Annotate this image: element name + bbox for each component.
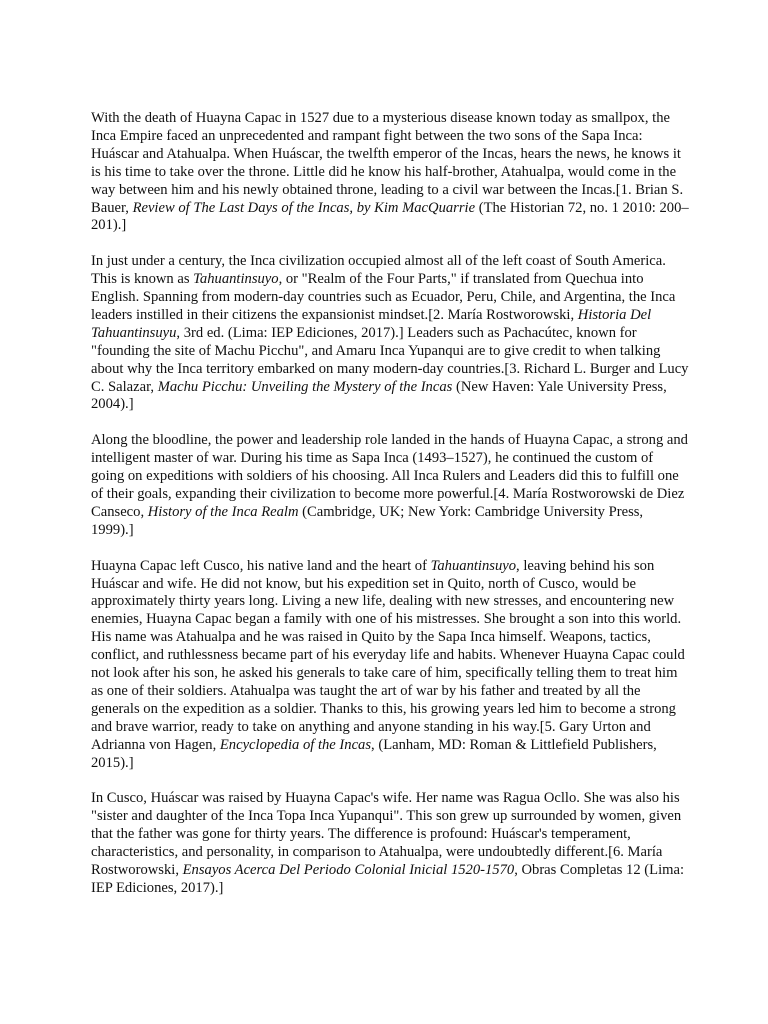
paragraph-3	[91, 432, 689, 539]
paragraph-text: (New Haven: Yale University Press, 2004).]	[91, 378, 667, 413]
paragraph-4	[91, 558, 689, 773]
paragraph-2	[91, 253, 689, 414]
paragraph-text: , Obras Completas 12 (Lima: IEP Ediciones, 2017).]	[91, 862, 685, 896]
paragraph-text: Huayna Capac left Cusco, his native land and the heart of	[91, 557, 431, 574]
italic-term: Tahuantinsuyo	[193, 271, 279, 288]
citation-title: Encyclopedia of the Incas	[219, 736, 372, 753]
paragraph-text: With the death of Huayna Capac in 1527 due to a mysterious disease known today as smallpox, the Inca Empire faced an unprecedented and rampant fight between the two sons of the Sapa Inca: Huáscar and Atahualpa. When Huáscar, the twelfth emperor of the Incas, hears the news, he knows it is his time to take over the throne. Little did he know his half-brother, Atahualpa, would come in the way between him and his newly obtained throne, leading to a civil war between the Incas.[1. Brian S. Bauer,	[91, 110, 684, 216]
citation-title: Review of The Last Days of the Incas, by Kim MacQuarrie	[132, 199, 476, 216]
paragraph-text: , 3rd ed. (Lima: IEP Ediciones, 2017).] Leaders such as Pachacútec, known for "founding the site of Machu Picchu", and Amaru Inca Yupanqui are to give credit to when talking about why the Inca territory embarked on many modern-day countries.[3. Richard L. Burger and Lucy C. Salazar,	[91, 324, 689, 395]
paragraph-text: , or "Realm of the Four Parts," if translated from Quechua into English. Spanning from modern-day countries such as Ecuador, Peru, Chile, and Argentina, the Inca leaders instilled in their citizens the expansionist mindset.[2. María Rostworowski,	[91, 271, 676, 323]
paragraph-text: , (Lanham, MD: Roman & Littlefield Publishers, 2015).]	[91, 736, 657, 771]
paragraph-text: , leaving behind his son Huáscar and wife. He did not know, but his expedition set in Quito, north of Cusco, would be approximately thirty years long. Living a new life, dealing with new stresses, and encountering new enemies, Huayna Capac began a family with one of his mistresses. She brought a son into this world. His name was Atahualpa and he was raised in Quito by the Sapa Inca himself. Weapons, tactics, conflict, and ruthlessness became part of his everyday life and habits. Whenever Huayna Capac could not look after his son, he asked his generals to take care of him, specifically telling them to treat him as one of their soldiers. Atahualpa was taught the art of war by his father and treated by all the generals on the expedition as a soldier. Thanks to this, his growing years led him to become a strong and brave warrior, ready to take on anything and anyone standing in his way.[5. Gary Urton and Adrianna von Hagen,	[91, 557, 685, 753]
paragraph-5	[91, 790, 689, 897]
document-body	[91, 110, 689, 916]
paragraph-text: Along the bloodline, the power and leadership role landed in the hands of Huayna Capac, a strong and intelligent master of war. During his time as Sapa Inca (1493–1527), he continued the custom of going on expeditions with soldiers of his choosing. All Inca Rulers and Leaders did this to fulfill one of their goals, expanding their civilization to become more powerful.[4. María Rostworowski de Diez Canseco,	[91, 432, 688, 520]
paragraph-1	[91, 110, 689, 235]
italic-term: Tahuantinsuyo	[430, 557, 517, 574]
citation-title: Ensayos Acerca Del Periodo Colonial Inicial 1520-1570	[182, 862, 515, 878]
paragraph-text: (The Historian 72, no. 1 2010: 200–201).]	[91, 199, 689, 234]
paragraph-text: In just under a century, the Inca civilization occupied almost all of the left coast of South America. This is known as	[91, 253, 666, 288]
paragraph-text: (Cambridge, UK; New York: Cambridge University Press, 1999).]	[91, 503, 644, 538]
citation-title: History of the Inca Realm	[147, 503, 299, 520]
paragraph-text: In Cusco, Huáscar was raised by Huayna Capac's wife. Her name was Ragua Ocllo. She was also his "sister and daughter of the Inca Topa Inca Yupanqui". This son grew up surrounded by women, given that the father was gone for thirty years. The difference is profound: Huáscar's temperament, characteristics, and personality, in comparison to Atahualpa, were undoubtedly different.[6. María Rostworowski,	[91, 790, 682, 878]
citation-title: Machu Picchu: Unveiling the Mystery of the Incas	[157, 378, 453, 395]
citation-title: Historia Del Tahuantinsuyu	[91, 306, 652, 341]
